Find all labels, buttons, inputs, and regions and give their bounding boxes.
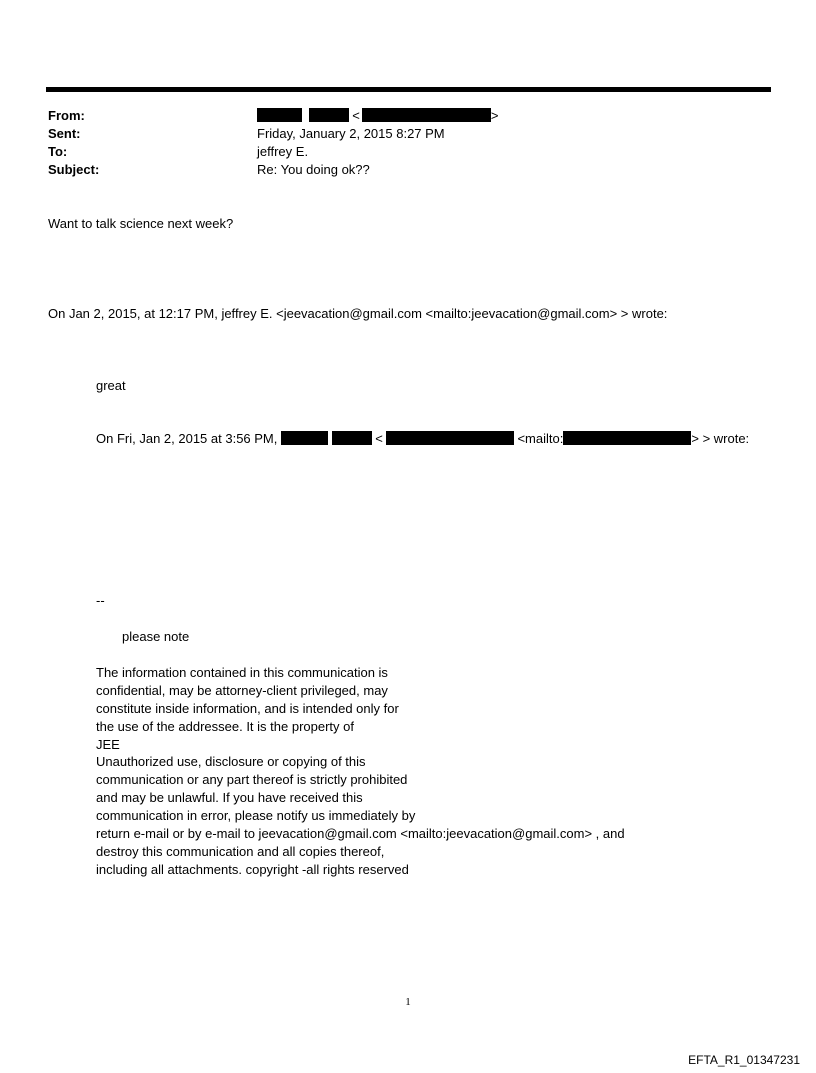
- redaction-box: [309, 108, 349, 122]
- disclaimer-line: communication or any part thereof is strictly prohibited: [96, 772, 408, 787]
- quote2-attribution: [96, 430, 749, 448]
- page-number: 1: [405, 996, 411, 1008]
- redaction-box: [257, 108, 302, 122]
- quote2-mailto: <mailto:: [517, 431, 564, 446]
- disclaimer-line: and may be unlawful. If you have received this: [96, 790, 363, 805]
- to-label: To:: [48, 144, 68, 159]
- disclaimer-line: Unauthorized use, disclosure or copying of this: [96, 754, 366, 769]
- signature-dashes: --: [96, 593, 105, 608]
- from-value: [257, 107, 498, 125]
- quote2-lt: <: [375, 431, 383, 446]
- header-rule: [46, 87, 771, 92]
- redaction-box: [332, 431, 372, 445]
- message-text: Want to talk science next week?: [48, 216, 234, 231]
- quote2-suffix: > > wrote:: [691, 431, 750, 446]
- sent-label: Sent:: [48, 126, 81, 141]
- from-gt: >: [490, 108, 499, 123]
- disclaimer-line: communication in error, please notify us immediately by: [96, 808, 416, 823]
- disclaimer-line: constitute inside information, and is intended only for: [96, 701, 399, 716]
- redaction-box: [386, 431, 514, 445]
- subject-value: Re: You doing ok??: [257, 162, 370, 177]
- subject-label: Subject:: [48, 162, 100, 177]
- from-label: From:: [48, 108, 85, 123]
- quote1-attribution: On Jan 2, 2015, at 12:17 PM, jeffrey E. <jeevacation@gmail.com <mailto:jeevacation@gmail.com> > wrote:: [48, 306, 668, 321]
- disclaimer-line: return e-mail or by e-mail to jeevacation@gmail.com <mailto:jeevacation@gmail.com> , and: [96, 826, 625, 841]
- redaction-box: [281, 431, 328, 445]
- to-value: jeffrey E.: [257, 144, 309, 159]
- disclaimer-line: including all attachments. copyright -all rights reserved: [96, 862, 409, 877]
- bates-id: EFTA_R1_01347231: [688, 1053, 800, 1067]
- disclaimer-line: JEE: [96, 737, 120, 752]
- redaction-box: [362, 108, 491, 122]
- disclaimer-line: confidential, may be attorney-client privileged, may: [96, 683, 388, 698]
- from-lt: <: [352, 108, 360, 123]
- quote1-text: great: [96, 378, 126, 393]
- quote2-prefix: On Fri, Jan 2, 2015 at 3:56 PM,: [96, 431, 278, 446]
- please-note: please note: [122, 629, 190, 644]
- sent-value: Friday, January 2, 2015 8:27 PM: [257, 126, 445, 141]
- disclaimer-line: destroy this communication and all copies thereof,: [96, 844, 385, 859]
- disclaimer-line: The information contained in this communication is: [96, 665, 388, 680]
- disclaimer-line: the use of the addressee. It is the property of: [96, 719, 354, 734]
- redaction-box: [563, 431, 691, 445]
